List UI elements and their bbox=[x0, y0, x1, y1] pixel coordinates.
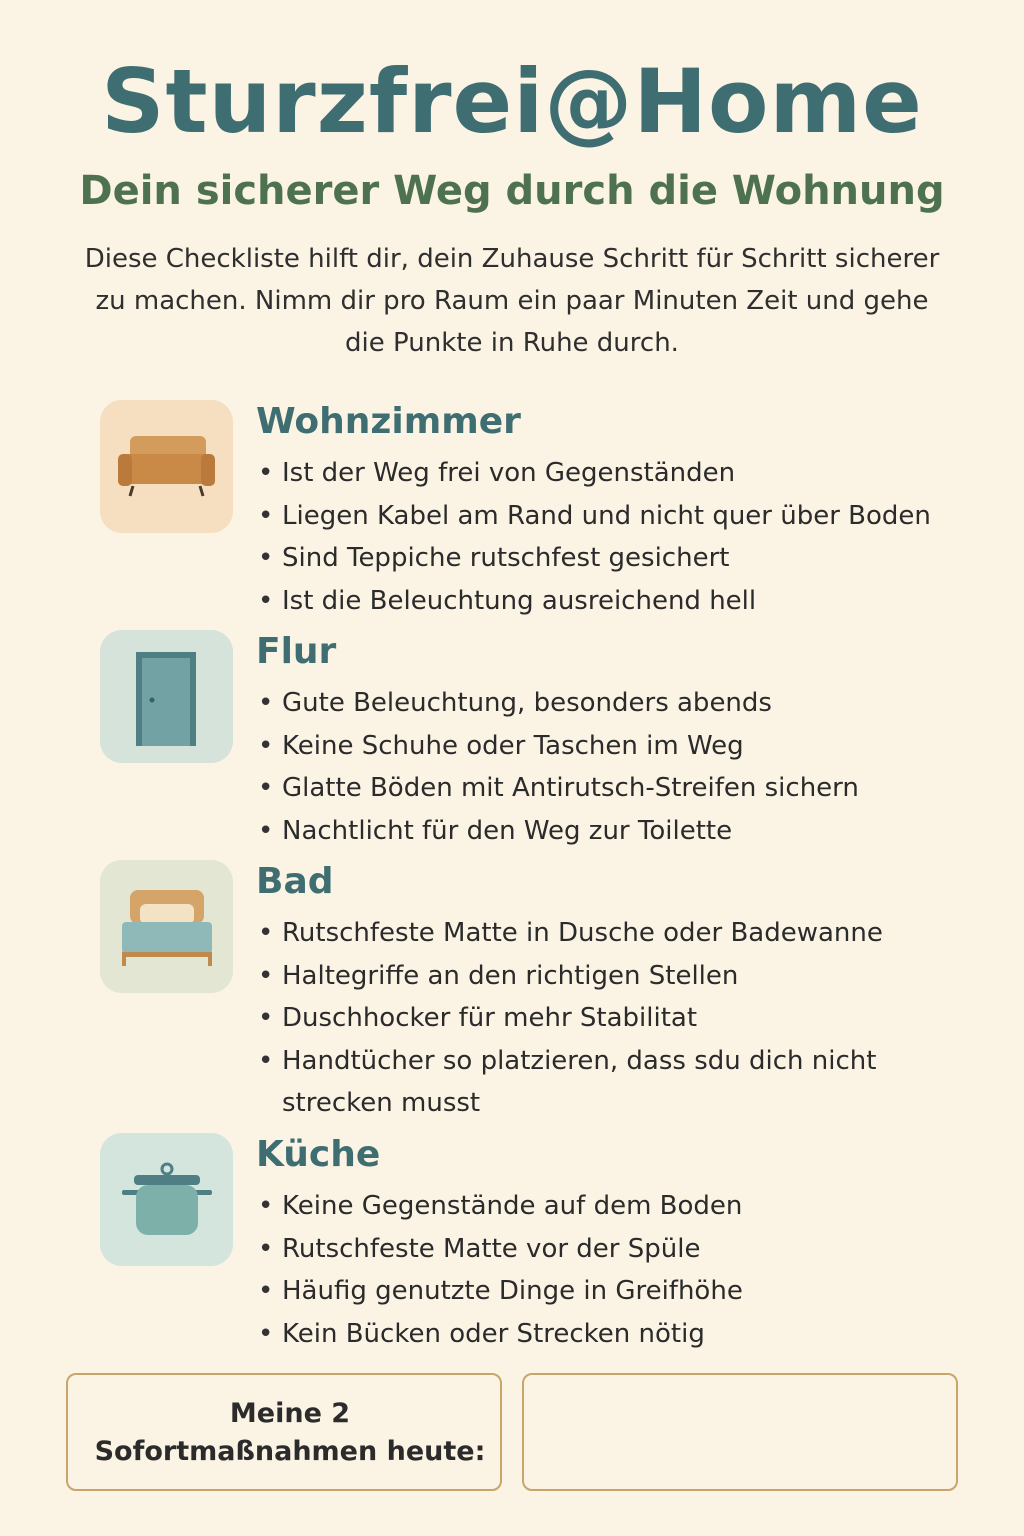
list-item: • Rutschfeste Matte vor der Spüle bbox=[256, 1228, 956, 1271]
list-item: • Sind Teppiche rutschfest gesichert bbox=[256, 537, 956, 580]
room-title-bad: Bad bbox=[256, 861, 334, 902]
immediate-actions-label: Meine 2 Sofortmaßnahmen heute: bbox=[94, 1398, 486, 1467]
list-item: • Häufig genutzte Dinge in Greifhöhe bbox=[256, 1270, 956, 1313]
immediate-actions-label-box bbox=[66, 1373, 502, 1491]
list-item: • Gute Beleuchtung, besonders abends bbox=[256, 682, 956, 725]
checklist-wohnzimmer bbox=[256, 452, 956, 622]
checklist-flur bbox=[256, 682, 956, 852]
room-title-wohnzimmer: Wohnzimmer bbox=[256, 401, 521, 442]
checklist-bad bbox=[256, 912, 956, 1125]
list-item: • Rutschfeste Matte in Dusche oder Badewanne bbox=[256, 912, 956, 955]
intro-text: Diese Checkliste hilft dir, dein Zuhause Schritt für Schritt sicherer zu machen. Nimm dir pro Raum ein paar Minuten Zeit und gehe die Punkte in Ruhe durch. bbox=[84, 244, 940, 358]
door-icon bbox=[100, 630, 233, 763]
sofa-icon bbox=[100, 400, 233, 533]
list-item: • Nachtlicht für den Weg zur Toilette bbox=[256, 810, 956, 853]
list-item: • Ist der Weg frei von Gegenständen bbox=[256, 452, 956, 495]
list-item: • Liegen Kabel am Rand und nicht quer über Boden bbox=[256, 495, 956, 538]
room-title-flur: Flur bbox=[256, 631, 337, 672]
page-title: Sturzfrei@Home bbox=[101, 50, 923, 153]
list-item: • Keine Schuhe oder Taschen im Weg bbox=[256, 725, 956, 768]
list-item: • Handtücher so platzieren, dass sdu dich nicht strecken musst bbox=[256, 1040, 896, 1125]
room-title-kueche: Küche bbox=[256, 1134, 381, 1175]
bed-icon bbox=[100, 860, 233, 993]
checklist-kueche bbox=[256, 1185, 956, 1355]
page-subtitle: Dein sicherer Weg durch die Wohnung bbox=[79, 168, 945, 214]
list-item: • Ist die Beleuchtung ausreichend hell bbox=[256, 580, 956, 623]
list-item: • Glatte Böden mit Antirutsch-Streifen sichern bbox=[256, 767, 956, 810]
list-item: • Haltegriffe an den richtigen Stellen bbox=[256, 955, 956, 998]
list-item: • Kein Bücken oder Strecken nötig bbox=[256, 1313, 956, 1356]
list-item: • Keine Gegenstände auf dem Boden bbox=[256, 1185, 956, 1228]
cooking-pot-icon bbox=[100, 1133, 233, 1266]
immediate-actions-input-box[interactable] bbox=[522, 1373, 958, 1491]
list-item: • Duschhocker für mehr Stabilitat bbox=[256, 997, 956, 1040]
